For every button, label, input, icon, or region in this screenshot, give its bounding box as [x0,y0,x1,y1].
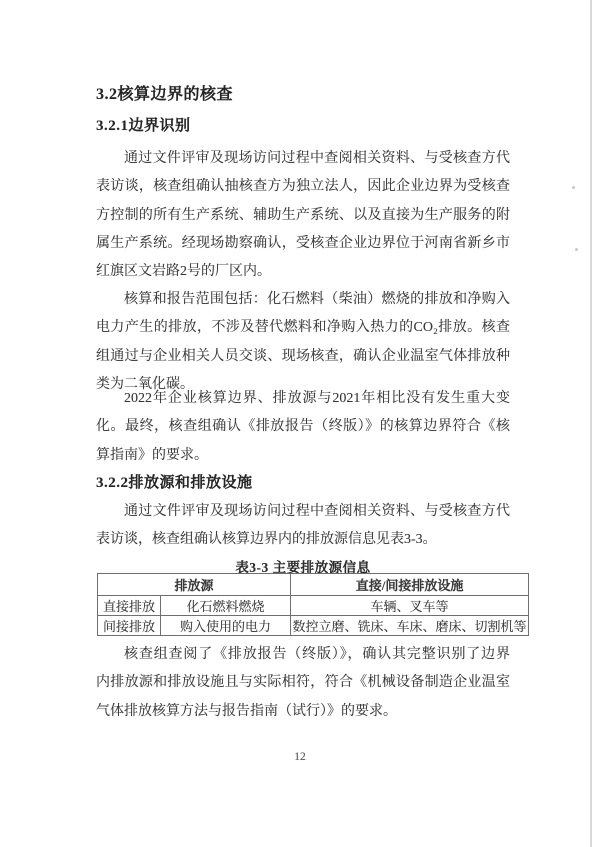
paragraph-boundary-identification [96,145,510,286]
cell-category: 直接排放 [98,596,161,616]
paragraph-accounting-scope [96,286,510,399]
cell-facility: 车辆、叉车等 [291,596,529,616]
cell-source: 购入使用的电力 [161,616,291,636]
paragraph-boundary-change [96,385,510,470]
heading-3-2: 3.2核算边界的核查 [96,86,234,103]
cell-category: 间接排放 [98,616,161,636]
scan-speck [575,248,578,251]
text-line: 类为二氧化碳。 [96,376,194,392]
text-line: 气体排放核算方法与报告指南（试行）》的要求。 [96,703,397,719]
table-header-row [98,574,529,596]
heading-3-2-1: 3.2.1边界识别 [96,118,191,134]
text-line: 红旗区文岩路2号的厂区内。 [96,264,271,280]
table-row-indirect-emission [98,616,529,636]
table-caption: 表3-3 主要排放源信息 [235,560,371,575]
text-line: 通过文件评审及现场访问过程中查阅相关资料、与受核查方代 [124,151,510,166]
table-row-direct-emission [98,596,529,616]
text-line: 核查组查阅了《排放报告（终版）》，确认其完整识别了边界 [124,647,510,662]
text-line: 内排放源和排放设施且与实际相符，符合《机械设备制造企业温室 [96,675,510,691]
text-line: 方控制的所有生产系统、辅助生产系统、以及直接为生产服务的附 [96,207,510,223]
paragraph-emission-source-intro [96,498,510,555]
text-line: 表访谈，核查组确认核算边界内的排放源信息见表3-3。 [96,532,437,548]
text-line: 2022年企业核算边界、排放源与2021年相比没有发生重大变 [124,391,510,406]
text-line: 通过文件评审及现场访问过程中查阅相关资料、与受核查方代 [124,504,510,519]
scan-edge-line [590,0,592,847]
cell-facility: 数控立磨、铣床、车床、磨床、切割机等 [291,616,529,636]
text-line: 核算和报告范围包括：化石燃料（柴油）燃烧的排放和净购入 [124,292,510,307]
text-line: 属生产系统。经现场勘察确认，受核查企业边界位于河南省新乡市 [96,235,510,251]
text-line: 化。最终，核查组确认《排放报告（终版）》的核算边界符合《核 [96,419,510,435]
table-header-emission-source: 排放源 [98,574,291,596]
scan-speck [572,186,575,189]
emission-source-table [97,573,529,636]
text-line: 算指南》的要求。 [96,447,208,463]
heading-3-2-2: 3.2.2排放源和排放设施 [96,475,253,491]
table-header-facility: 直接/间接排放设施 [291,574,529,596]
page-number: 12 [294,751,306,763]
cell-source: 化石燃料燃烧 [161,596,291,616]
text-line: 表访谈，核查组确认抽核查方为独立法人，因此企业边界为受核查 [96,179,510,195]
paragraph-conclusion [96,641,510,726]
text-line: 电力产生的排放，不涉及替代燃料和净购入热力的CO₂排放。核查 [96,320,510,336]
text-line: 组通过与企业相关人员交谈、现场核查，确认企业温室气体排放种 [96,348,510,364]
